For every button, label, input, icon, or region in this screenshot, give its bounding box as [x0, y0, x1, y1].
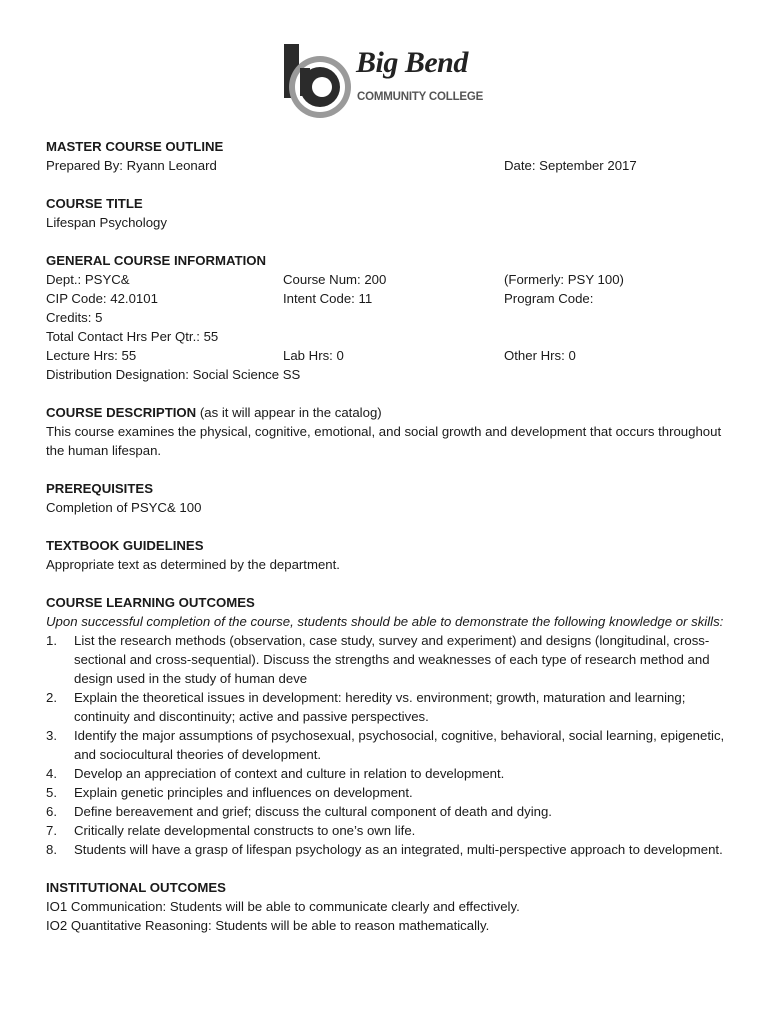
document-title: MASTER COURSE OUTLINE	[46, 139, 224, 154]
prepared-by: Prepared By: Ryann Leonard	[46, 158, 217, 173]
cip-code: CIP Code: 42.0101	[46, 291, 158, 306]
outcomes-heading: COURSE LEARNING OUTCOMES	[46, 595, 255, 610]
list-item: 1. List the research methods (observation, case study, survey and experiment) and designs (longitudinal, cross-sectional and cross-sequential). Discuss the strengths and weaknesses of each type of research method and design used in the study of human deve	[46, 633, 710, 686]
list-item: 5. Explain genetic principles and influences on development.	[46, 785, 413, 800]
general-info-row-hours	[46, 346, 726, 365]
general-info-row-dept	[46, 270, 726, 289]
general-info-heading: GENERAL COURSE INFORMATION	[46, 253, 267, 268]
list-item: 4. Develop an appreciation of context and culture in relation to development.	[46, 766, 505, 781]
logo-name: Big Bend	[356, 46, 468, 79]
description-heading: COURSE DESCRIPTION	[46, 405, 197, 420]
logo-subtitle: COMMUNITY COLLEGE	[357, 91, 484, 103]
description-heading-note: (as it will appear in the catalog)	[196, 405, 382, 420]
institutional-heading: INSTITUTIONAL OUTCOMES	[46, 880, 226, 895]
io2-quantitative: IO2 Quantitative Reasoning: Students will be able to reason mathematically.	[46, 918, 490, 933]
total-contact-hours: Total Contact Hrs Per Qtr.: 55	[46, 329, 219, 344]
description-heading-row	[46, 403, 726, 422]
formerly: (Formerly: PSY 100)	[504, 272, 624, 287]
credits: Credits: 5	[46, 310, 103, 325]
document-date: Date: September 2017	[504, 158, 637, 173]
list-item: 6. Define bereavement and grief; discuss the cultural component of death and dying.	[46, 804, 552, 819]
outcomes-list	[46, 631, 726, 859]
list-item: 8. Students will have a grasp of lifespan psychology as an integrated, multi-perspective approach to development.	[46, 842, 723, 857]
intent-code: Intent Code: 11	[283, 291, 373, 306]
prepared-by-row	[46, 156, 726, 175]
prerequisites-heading: PREREQUISITES	[46, 481, 153, 496]
course-title-heading: COURSE TITLE	[46, 196, 143, 211]
course-num: Course Num: 200	[283, 272, 387, 287]
college-logo	[282, 42, 487, 122]
dept: Dept.: PSYC&	[46, 272, 130, 287]
prerequisites-text: Completion of PSYC& 100	[46, 500, 202, 515]
lab-hours: Lab Hrs: 0	[283, 348, 344, 363]
program-code: Program Code:	[504, 291, 594, 306]
general-info-row-cip	[46, 289, 726, 308]
list-item: 2. Explain the theoretical issues in development: heredity vs. environment; growth, maturation and learning; continuity and discontinuity; active and passive perspectives.	[46, 690, 686, 724]
io1-communication: IO1 Communication: Students will be able to communicate clearly and effectively.	[46, 899, 520, 914]
other-hours: Other Hrs: 0	[504, 348, 576, 363]
logo-b-mark-icon	[282, 42, 354, 122]
course-description-text: This course examines the physical, cognitive, emotional, and social growth and development that occurs throughout the human lifespan.	[46, 424, 722, 458]
course-title-value: Lifespan Psychology	[46, 215, 167, 230]
lecture-hours: Lecture Hrs: 55	[46, 348, 137, 363]
outcomes-intro: Upon successful completion of the course, students should be able to demonstrate the following knowledge or skills:	[46, 614, 724, 629]
distribution-designation: Distribution Designation: Social Science SS	[46, 367, 301, 382]
list-item: 7. Critically relate developmental constructs to one’s own life.	[46, 823, 416, 838]
textbook-text: Appropriate text as determined by the department.	[46, 557, 340, 572]
outline-content	[46, 137, 726, 935]
list-item: 3. Identify the major assumptions of psychosexual, psychosocial, cognitive, behavioral, social learning, epigenetic, and sociocultural theories of development.	[46, 728, 725, 762]
textbook-heading: TEXTBOOK GUIDELINES	[46, 538, 204, 553]
